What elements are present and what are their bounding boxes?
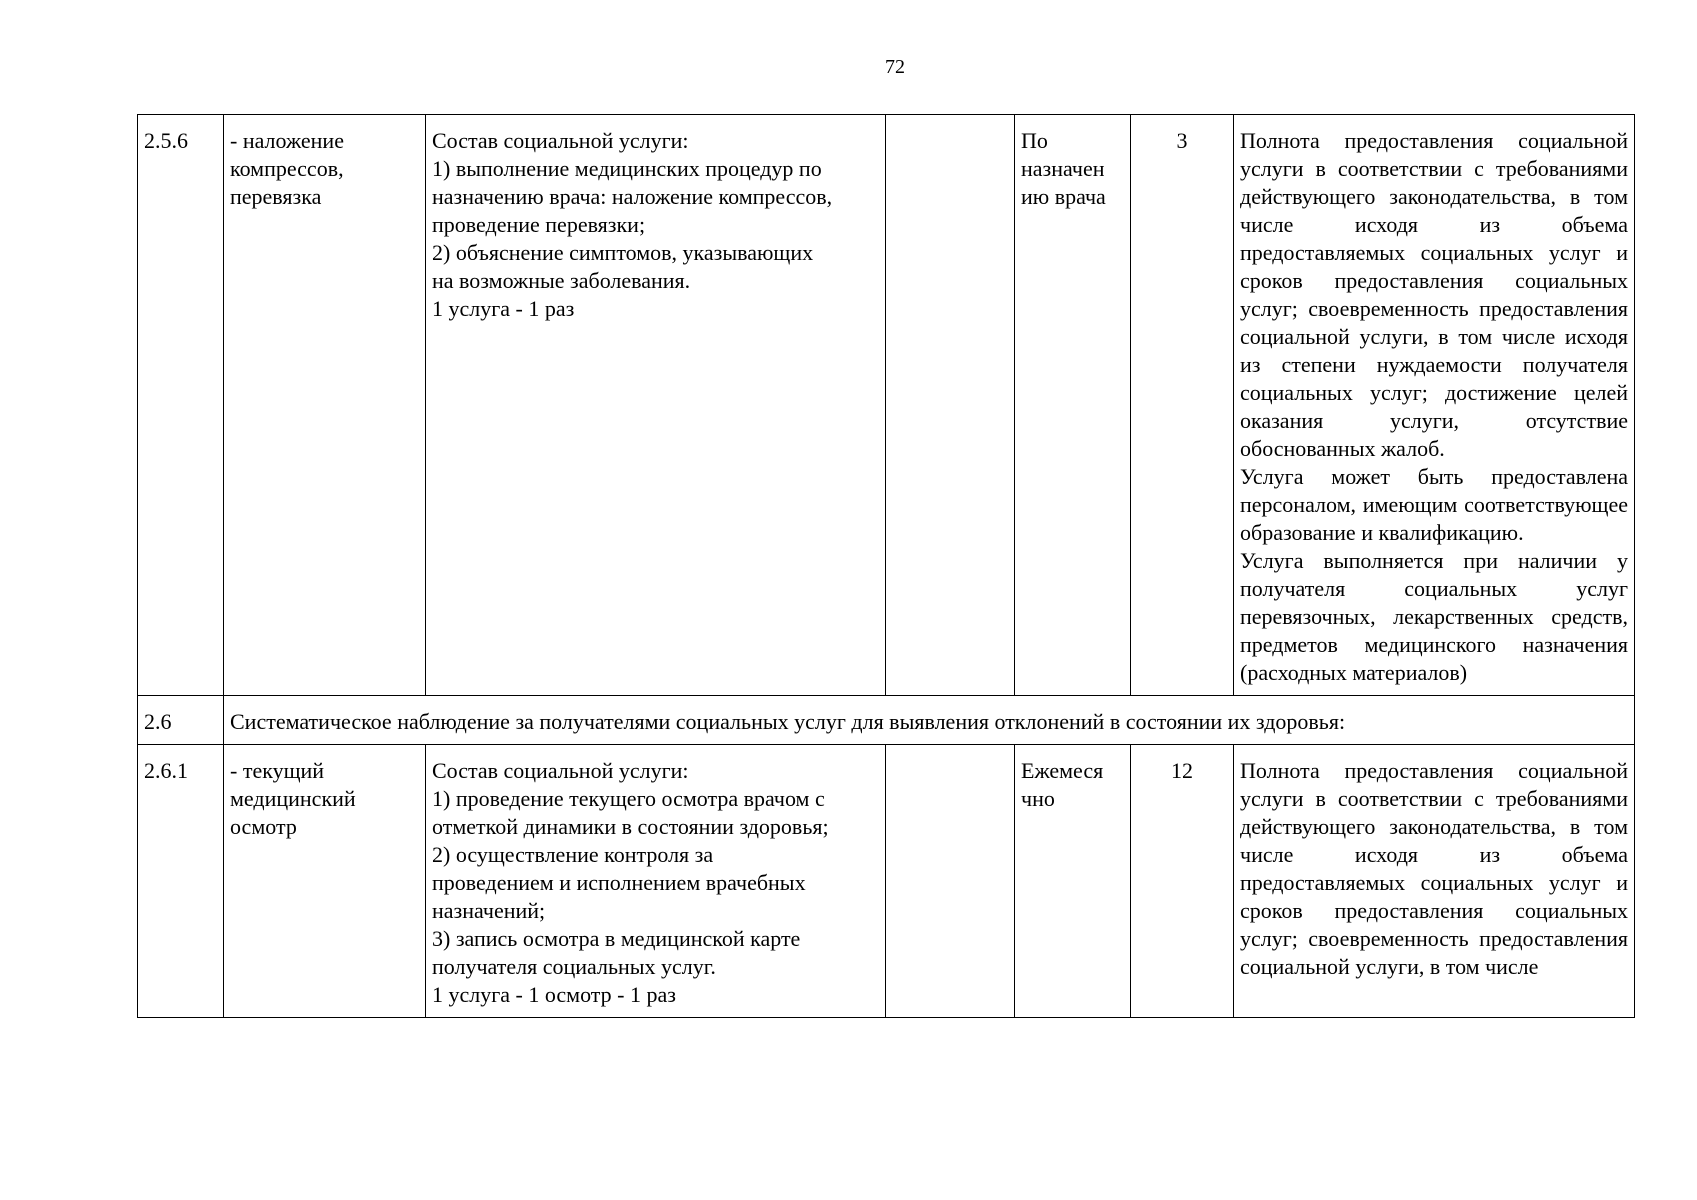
service-quantity: 3	[1131, 115, 1234, 696]
service-description: Состав социальной услуги: 1) выполнение медицинских процедур по назначению врача: наложение компрессов, проведение перевязки; 2) объяснение симптомов, указывающих на возможные заболевания. 1 услуга - 1 раз	[426, 115, 886, 696]
service-quantity: 12	[1131, 745, 1234, 1018]
empty-cell	[886, 745, 1015, 1018]
service-frequency: Ежемеся чно	[1015, 745, 1131, 1018]
service-conditions: Полнота предоставления социальной услуги в соответствии с требованиями действующего законодательства, в том числе исходя из объема предоставляемых социальных услуг и сроков предоставления социальных услуг; своевременность предоставления социальной услуги, в том числе исходя из степени нуждаемости получателя социальных услуг; достижение целей оказания услуги, отсутствие обоснованных жалоб. Услуга может быть предоставлена персоналом, имеющим соответствующее образование и квалификацию. Услуга выполняется при наличии у получателя социальных услуг перевязочных, лекарственных средств, предметов медицинского назначения (расходных материалов)	[1234, 115, 1635, 696]
table-row	[138, 115, 1635, 696]
table-row	[138, 745, 1635, 1018]
service-frequency: По назначен ию врача	[1015, 115, 1131, 696]
service-name: - наложение компрессов, перевязка	[224, 115, 426, 696]
service-description: Состав социальной услуги: 1) проведение текущего осмотра врачом с отметкой динамики в состоянии здоровья; 2) осуществление контроля за проведением и исполнением врачебных назначений; 3) запись осмотра в медицинской карте получателя социальных услуг. 1 услуга - 1 осмотр - 1 раз	[426, 745, 886, 1018]
service-name: - текущий медицинский осмотр	[224, 745, 426, 1018]
service-code: 2.5.6	[138, 115, 224, 696]
service-code: 2.6.1	[138, 745, 224, 1018]
section-row	[138, 696, 1635, 745]
empty-cell	[886, 115, 1015, 696]
section-code: 2.6	[138, 696, 224, 745]
service-conditions: Полнота предоставления социальной услуги в соответствии с требованиями действующего законодательства, в том числе исходя из объема предоставляемых социальных услуг и сроков предоставления социальных услуг; своевременность предоставления социальной услуги, в том числе	[1234, 745, 1635, 1018]
section-title: Систематическое наблюдение за получателями социальных услуг для выявления отклонений в состоянии их здоровья:	[224, 696, 1635, 745]
services-table	[137, 114, 1635, 1018]
page-number: 72	[885, 56, 905, 78]
